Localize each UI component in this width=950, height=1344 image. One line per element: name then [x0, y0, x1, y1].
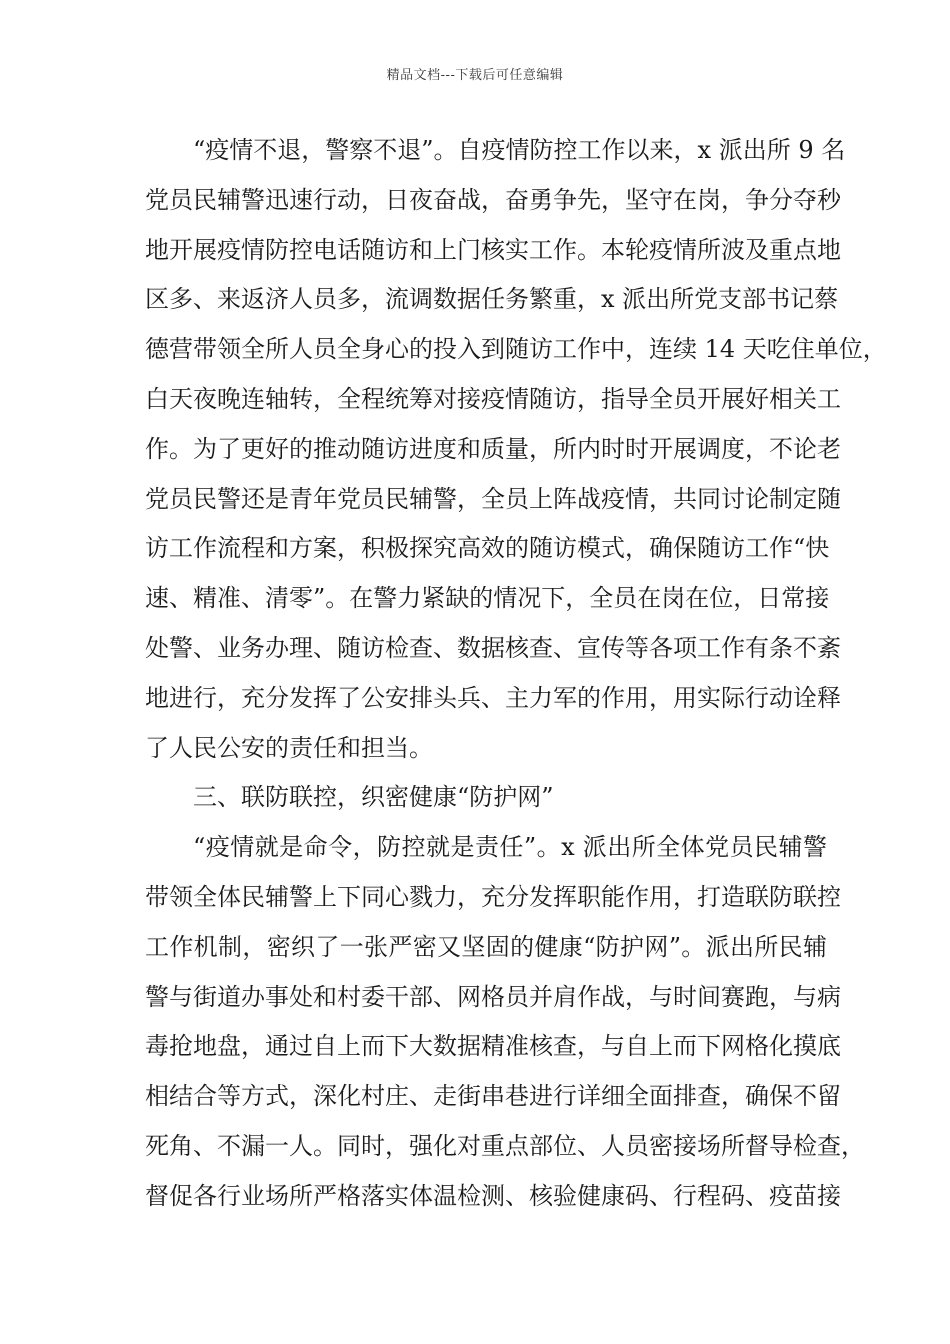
text-line: 党员民警还是青年党员民辅警，全员上阵战疫情，共同讨论制定随: [145, 484, 841, 513]
text-line: 德营带领全所人员全身心的投入到随访工作中，连续 14 天吃住单位，: [145, 335, 887, 364]
text-line: 处警、业务办理、随访检查、数据核查、宣传等各项工作有条不紊: [145, 633, 841, 662]
text-line: “疫情就是命令，防控就是责任”。x 派出所全体党员民辅警: [193, 833, 827, 862]
page-header: 精品文档---下载后可任意编辑: [386, 68, 564, 83]
text-line: 毒抢地盘，通过自上而下大数据精准核查，与自上而下网格化摸底: [145, 1032, 841, 1061]
text-line: 速、精准、清零”。在警力紧缺的情况下，全员在岗在位，日常接: [145, 584, 830, 613]
text-line: 相结合等方式，深化村庄、走街串巷进行详细全面排查，确保不留: [145, 1082, 841, 1111]
text-line: 访工作流程和方案，积极探究高效的随访模式，确保随访工作“快: [145, 534, 830, 563]
text-line: 死角、不漏一人。同时，强化对重点部位、人员密接场所督导检查，: [145, 1131, 865, 1160]
text-line: 警与街道办事处和村委干部、网格员并肩作战，与时间赛跑，与病: [145, 982, 841, 1011]
text-line: 带领全体民辅警上下同心戮力，充分发挥职能作用，打造联防联控: [145, 882, 841, 911]
text-line: 工作机制，密织了一张严密又坚固的健康“防护网”。派出所民辅: [145, 932, 827, 961]
text-line: 了人民公安的责任和担当。: [145, 733, 433, 762]
text-line: 三、联防联控，织密健康“防护网”: [193, 783, 554, 812]
text-line: 区多、来返济人员多，流调数据任务繁重，x 派出所党支部书记蔡: [145, 285, 839, 314]
text-line: 地进行，充分发挥了公安排头兵、主力军的作用，用实际行动诠释: [145, 683, 841, 712]
text-line: 白天夜晚连轴转，全程统筹对接疫情随访，指导全员开展好相关工: [145, 384, 841, 413]
text-line: 督促各行业场所严格落实体温检测、核验健康码、行程码、疫苗接: [145, 1181, 841, 1210]
text-line: 作。为了更好的推动随访进度和质量，所内时时开展调度，不论老: [145, 434, 841, 463]
text-line: 地开展疫情防控电话随访和上门核实工作。本轮疫情所波及重点地: [145, 235, 841, 264]
text-line: 党员民辅警迅速行动，日夜奋战，奋勇争先，坚守在岗，争分夺秒: [145, 185, 841, 214]
text-line: “疫情不退，警察不退”。自疫情防控工作以来，x 派出所 9 名: [193, 136, 846, 164]
document-body: [145, 130, 887, 1226]
